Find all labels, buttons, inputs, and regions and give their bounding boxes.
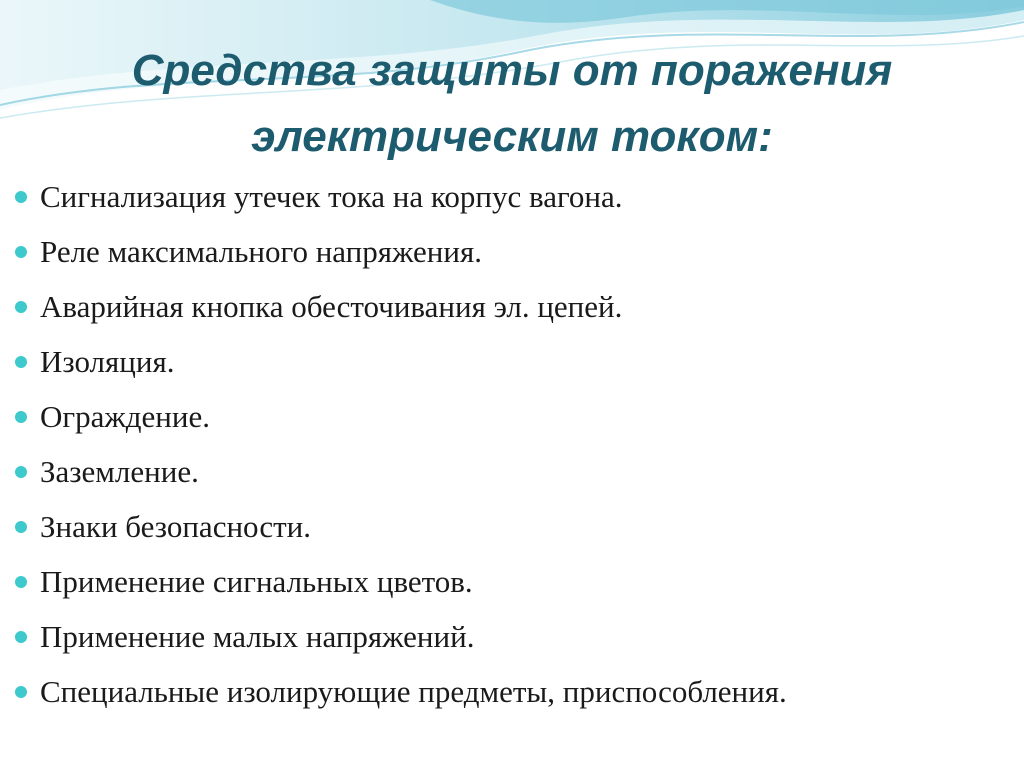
bullet-text: Ограждение. [40,399,211,434]
bullet-item [12,447,1012,502]
bullet-item [12,282,1012,337]
bullet-text: Сигнализация утечек тока на корпус вагона. [40,179,623,214]
bullet-item [12,612,1012,667]
bullet-dot-icon [15,521,27,533]
bullet-text: Специальные изолирующие предметы, приспособления. [40,674,787,709]
bullet-item [12,392,1012,447]
bullet-dot-icon [15,356,27,368]
bullet-dot-icon [15,686,27,698]
bullet-item [12,502,1012,557]
bullet-dot-icon [15,301,27,313]
bullet-text: Применение сигнальных цветов. [40,564,473,599]
bullet-dot-icon [15,631,27,643]
title-line-1: Средства защиты от поражения [131,46,893,95]
title-line-2: электрическим током: [251,112,773,161]
bullet-item [12,667,1012,722]
bullet-dot-icon [15,466,27,478]
bullet-list [12,172,1012,722]
bullet-dot-icon [15,246,27,258]
bullet-text: Заземление. [40,454,199,489]
bullet-item [12,557,1012,612]
slide-title [40,38,984,170]
bullet-text: Применение малых напряжений. [40,619,475,654]
bullet-dot-icon [15,576,27,588]
bullet-text: Реле максимального напряжения. [40,234,482,269]
bullet-text: Аварийная кнопка обесточивания эл. цепей. [40,289,623,324]
bullet-item [12,337,1012,392]
bullet-dot-icon [15,411,27,423]
bullet-item [12,227,1012,282]
bullet-item [12,172,1012,227]
bullet-dot-icon [15,191,27,203]
bullet-text: Знаки безопасности. [40,509,311,544]
bullet-text: Изоляция. [40,344,175,379]
